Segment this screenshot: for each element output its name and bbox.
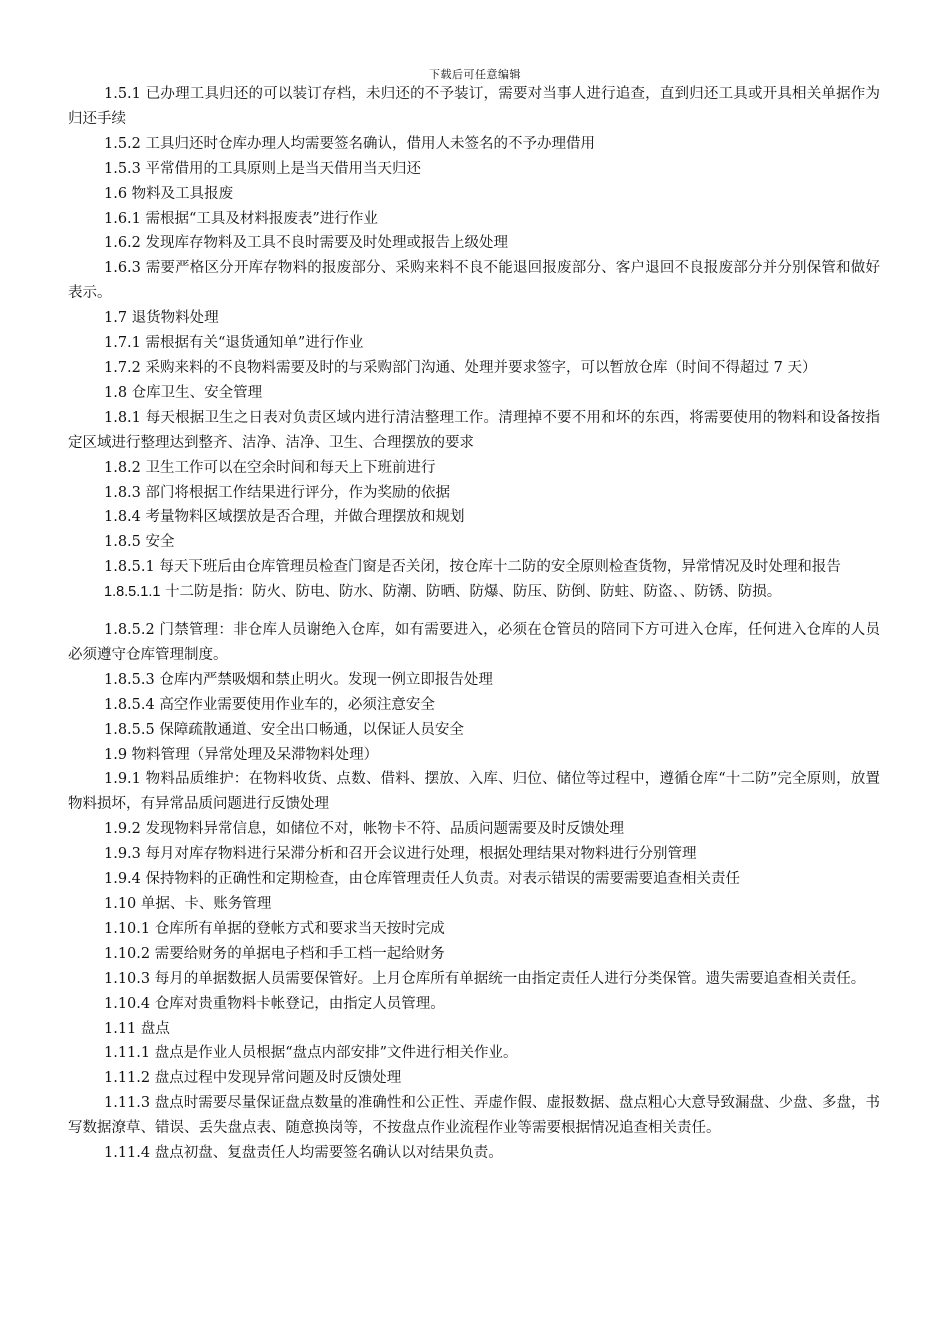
paragraph: 1.7.1 需根据有关“退货通知单”进行作业 bbox=[104, 335, 364, 352]
paragraph: 1.10.3 每月的单据数据人员需要保管好。上月仓库所有单据统一由指定责任人进行分类保管。遗失需要追查相关责任。 bbox=[104, 970, 866, 987]
section-heading: 1.7 退货物料处理 bbox=[104, 310, 219, 327]
paragraph: 1.11.1 盘点是作业人员根据“盘点内部安排”文件进行相关作业。 bbox=[104, 1045, 518, 1062]
paragraph: 1.11.3 盘点时需要尽量保证盘点数量的准确性和公正性、弄虚作假、虚报数据、盘点粗心大意导致漏盘、少盘、多盘，书写数据潦草、错误、丢失盘点表、随意换岗等，不按盘点作业流程作业等需要根据情况追查相关责任。 bbox=[68, 1095, 880, 1137]
paragraph: 1.10.1 仓库所有单据的登帐方式和要求当天按时完成 bbox=[104, 920, 445, 937]
paragraph: 1.8.2 卫生工作可以在空余时间和每天上下班前进行 bbox=[104, 459, 436, 476]
paragraph: 1.8.5.1 每天下班后由仓库管理员检查门窗是否关闭，按仓库十二防的安全原则检查货物，异常情况及时处理和报告 bbox=[104, 559, 841, 576]
section-heading: 1.11 盘点 bbox=[104, 1020, 170, 1037]
special-paragraph bbox=[68, 580, 880, 605]
paragraph: 1.6.1 需根据“工具及材料报废表”进行作业 bbox=[104, 210, 378, 227]
paragraph: 1.10.2 需要给财务的单据电子档和手工档一起给财务 bbox=[104, 945, 445, 962]
paragraph: 1.9.2 发现物料异常信息，如储位不对，帐物卡不符、品质问题需要及时反馈处理 bbox=[104, 821, 625, 838]
paragraph: 1.9.3 每月对库存物料进行呆滞分析和召开会议进行处理，根据处理结果对物料进行分别管理 bbox=[104, 846, 697, 863]
paragraph: 1.9.1 物料品质维护：在物料收货、点数、借料、摆放、入库、归位、储位等过程中，遵循仓库“十二防”完全原则，放置物料损坏，有异常品质问题进行反馈处理 bbox=[68, 771, 880, 813]
paragraph: 1.6.2 发现库存物料及工具不良时需要及时处理或报告上级处理 bbox=[104, 235, 509, 252]
paragraph: 1.5.2 工具归还时仓库办理人均需要签名确认，借用人未签名的不予办理借用 bbox=[104, 135, 596, 152]
paragraph: 1.9.4 保持物料的正确性和定期检查，由仓库管理责任人负责。对表示错误的需要需要追查相关责任 bbox=[104, 871, 740, 888]
paragraph: 1.8.5.3 仓库内严禁吸烟和禁止明火。发现一例立即报告处理 bbox=[104, 671, 493, 688]
document-body bbox=[68, 82, 880, 1166]
section-heading: 1.8 仓库卫生、安全管理 bbox=[104, 384, 263, 401]
paragraph: 1.11.2 盘点过程中发现异常问题及时反馈处理 bbox=[104, 1070, 402, 1087]
paragraph: 1.5.1 已办理工具归还的可以装订存档，未归还的不予装订，需要对当事人进行追查，直到归还工具或开具相关单据作为归还手续 bbox=[68, 86, 880, 127]
special-number: 1.8.5.1.1 bbox=[104, 584, 161, 601]
section-heading: 1.10 单据、卡、账务管理 bbox=[104, 896, 272, 912]
paragraph: 1.10.4 仓库对贵重物料卡帐登记，由指定人员管理。 bbox=[104, 995, 445, 1012]
paragraph: 1.5.3 平常借用的工具原则上是当天借用当天归还 bbox=[104, 160, 422, 177]
section-heading: 1.8.5 安全 bbox=[104, 534, 175, 551]
section-heading: 1.6 物料及工具报废 bbox=[104, 185, 234, 202]
page-header: 下载后可任意编辑 bbox=[429, 68, 521, 81]
paragraph: 1.8.1 每天根据卫生之日表对负责区域内进行清洁整理工作。清理掉不要不用和坏的东西，将需要使用的物料和设备按指定区域进行整理达到整齐、洁净、洁净、卫生、合理摆放的要求 bbox=[68, 409, 880, 451]
paragraph: 1.6.3 需要严格区分开库存物料的报废部分、采购来料不良不能退回报废部分、客户退回不良报废部分并分别保管和做好表示。 bbox=[68, 260, 880, 302]
paragraph: 1.7.2 采购来料的不良物料需要及时的与采购部门沟通、处理并要求签字，可以暂放仓库（时间不得超过 7 天） bbox=[104, 359, 817, 376]
paragraph: 1.8.5.4 高空作业需要使用作业车的，必须注意安全 bbox=[104, 696, 435, 713]
section-heading: 1.9 物料管理（异常处理及呆滞物料处理） bbox=[104, 746, 379, 763]
paragraph: 1.11.4 盘点初盘、复盘责任人均需要签名确认以对结果负责。 bbox=[104, 1145, 503, 1162]
special-text: 十二防是指：防火、防电、防水、防潮、防晒、防爆、防压、防倒、防蛀、防盗、、防锈、防损。 bbox=[160, 584, 782, 601]
paragraph: 1.8.5.2 门禁管理：非仓库人员谢绝入仓库，如有需要进入，必须在仓管员的陪同下方可进入仓库，任何进入仓库的人员必须遵守仓库管理制度。 bbox=[68, 622, 880, 663]
paragraph: 1.8.4 考量物料区域摆放是否合理，并做合理摆放和规划 bbox=[104, 509, 465, 526]
paragraph: 1.8.3 部门将根据工作结果进行评分，作为奖励的依据 bbox=[104, 484, 451, 501]
paragraph: 1.8.5.5 保障疏散通道、安全出口畅通，以保证人员安全 bbox=[104, 721, 464, 738]
